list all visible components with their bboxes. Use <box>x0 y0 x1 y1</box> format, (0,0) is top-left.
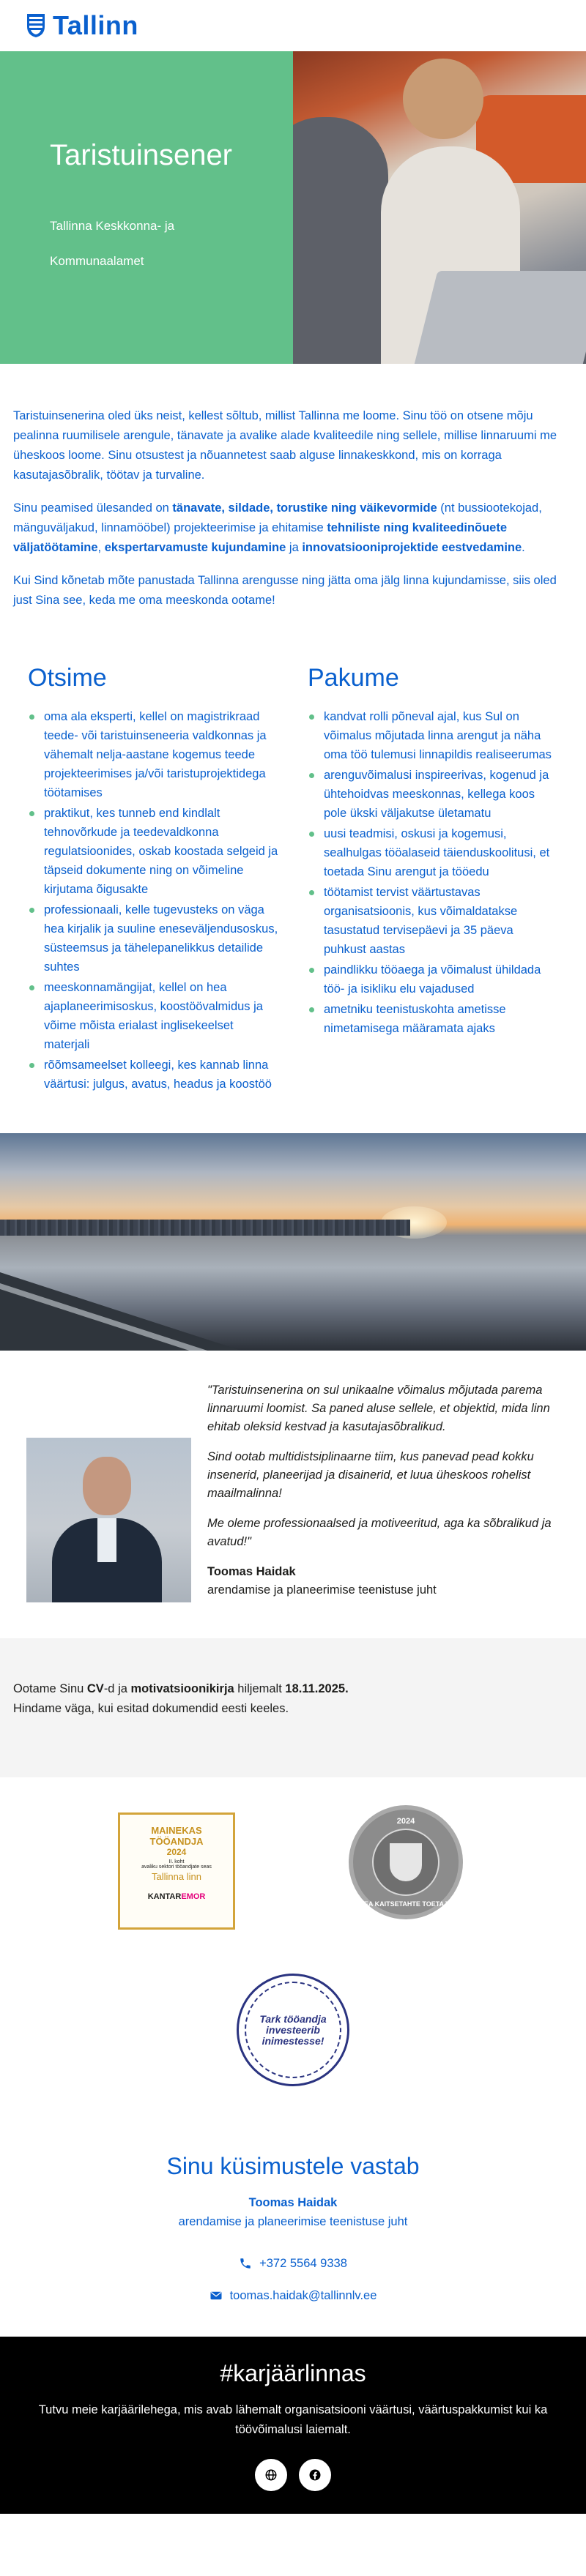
list-item: arenguvõimalusi inspireerivas, kogenud ja ühtehoidvas meeskonnas, kellega koos pole ükski väljakutse ületamatu <box>308 766 558 823</box>
phone-icon <box>239 2257 252 2270</box>
testimonial-text <box>207 1381 573 1625</box>
deadline-letter: motivatsioonikirja <box>130 1682 234 1695</box>
list-item: uusi teadmisi, oskusi ja kogemusi, sealhulgas tööalaseid täienduskoolitusi, et toetada Sinu arengut ja tööedu <box>308 824 558 881</box>
badge-text: HEA KAITSETAHTE TOETAJA <box>359 1900 453 1908</box>
otsime-list <box>28 707 278 1094</box>
intro-text: ja <box>286 541 303 554</box>
contact-email-row <box>0 2280 586 2312</box>
pakume-heading: Pakume <box>308 664 399 692</box>
badge-text: inimestesse! <box>262 2035 324 2047</box>
list-item: oma ala eksperti, kellel on magistrikraad teede- või taristuinseneeria valdkonnas ja vähemalt nelja-aastane kogemus teede projekteerimises ja/või taristuprojektidega töötamises <box>28 707 278 802</box>
intro-paragraph-3: Kui Sind kõnetab mõte panustada Tallinna arengusse ning jätta oma jälg linna kujundamisse, siis oled just Sina see, keda me oma meeskonda ootame! <box>13 574 557 607</box>
list-item: meeskonnamängijat, kellel on hea ajaplaneerimisoskus, koostöövalmidus ja võime mõista erialast inglisekeelset materjali <box>28 978 278 1054</box>
hero <box>0 51 586 364</box>
intro-section <box>0 364 586 611</box>
badge-text: II. koht <box>168 1859 185 1864</box>
page-title: Taristuinsener <box>50 139 233 171</box>
tallinn-logo[interactable] <box>26 10 138 41</box>
badge-label <box>239 2014 347 2047</box>
panorama-skyline <box>0 1220 410 1236</box>
footer-heading: #karjäärlinnas <box>220 2360 366 2386</box>
email-icon <box>209 2289 223 2302</box>
deadline-text: -d ja <box>103 1682 131 1695</box>
list-item: rõõmsameelset kolleegi, kes kannab linna väärtusi: julgus, avatus, headus ja koostöö <box>28 1056 278 1094</box>
globe-icon <box>264 2468 278 2482</box>
list-item: kandvat rolli põneval ajal, kus Sul on võimalus mõjutada linna arengut ja näha oma töö tulemusi linnapildis realiseerumas <box>308 707 558 764</box>
hero-photo <box>293 51 586 364</box>
testimonial-portrait <box>26 1438 191 1602</box>
deadline-text: hiljemalt <box>234 1682 286 1695</box>
list-item: praktikut, kes tunneb end kindlalt tehnovõrkude ja teedevaldkonna regulatsioonides, oskab koostada selgeid ja täpseid dokumente ning on võimeline kirjutama õigusakte <box>28 804 278 899</box>
contact-phone-link[interactable]: +372 5564 9338 <box>259 2256 347 2270</box>
badge-text: TÖÖANDJA <box>149 1836 204 1847</box>
requirements-offer <box>0 624 586 1095</box>
mainekas-tooandja-badge <box>118 1812 235 1930</box>
badge-text: EMOR <box>181 1892 206 1901</box>
badge-text: MAINEKAS <box>151 1825 202 1836</box>
intro-text: (nt bussiootekojad, mänguväljakud, linnamööbel) projekteerimise ja ehitamise <box>13 501 542 534</box>
deadline-text: Ootame Sinu <box>13 1682 87 1695</box>
deadline-line <box>13 1679 573 1699</box>
intro-highlight: tänavate, sildade, torustike ning väikevormide <box>172 501 437 515</box>
contact-name: Toomas Haidak <box>248 2196 338 2209</box>
employer-awards <box>0 1777 586 2047</box>
department-name: Tallinna Keskkonna- ja Kommunaalamet <box>50 219 175 268</box>
badge-text: avaliku sektori tööandjate seas <box>141 1864 212 1870</box>
facebook-button[interactable] <box>299 2459 331 2491</box>
intro-text: Sinu peamised ülesanded on <box>13 501 173 515</box>
logo-text: Tallinn <box>53 10 138 40</box>
quote-paragraph-3: Me oleme professionaalsed ja motiveeritud, aga ka sõbralikud ja avatud!" <box>207 1517 552 1548</box>
intro-text: . <box>522 541 525 554</box>
photo-person-left <box>293 117 388 364</box>
pakume-column <box>293 664 573 1095</box>
footer-text: Tutvu meie karjäärilehega, mis avab lähemalt organisatsiooni väärtusi, väärtuspakkumist kui ka töövõimalusi laiemalt. <box>38 2403 548 2436</box>
facebook-icon <box>308 2468 322 2482</box>
contact-role: arendamise ja planeerimise teenistuse juht <box>178 2215 408 2228</box>
badge-text: KANTAR <box>147 1892 182 1901</box>
list-item: professionaali, kelle tugevusteks on väga hea kirjalik ja suuline eneseväljendusoskus, süsteemsus ja tähelepanelikkus detailide suhtes <box>28 900 278 977</box>
intro-highlight: tehniliste ning kvaliteedinõuete väljatöötamine <box>13 521 508 554</box>
contact-phone-row <box>0 2247 586 2280</box>
list-item: ametniku teenistuskohta ametisse nimetamisega määramata ajaks <box>308 1000 558 1038</box>
photo-laptop <box>412 271 586 364</box>
footer <box>0 2337 586 2514</box>
application-deadline <box>0 1638 586 1777</box>
deadline-cv: CV <box>86 1682 104 1695</box>
photo-person-head <box>403 59 483 139</box>
contact-email-link[interactable]: toomas.haidak@tallinnlv.ee <box>229 2288 377 2302</box>
otsime-column <box>13 664 293 1095</box>
pakume-list <box>308 707 558 1038</box>
deadline-language-note: Hindame väga, kui esitad dokumendid eesti keeles. <box>13 1702 289 1715</box>
crest-icon <box>26 13 45 38</box>
kaitsetahte-toetaja-badge <box>349 1805 463 1919</box>
website-button[interactable] <box>255 2459 287 2491</box>
site-header <box>0 0 586 51</box>
badge-text: Tallinna linn <box>152 1871 201 1882</box>
contact-heading: Sinu küsimustele vastab <box>166 2153 420 2179</box>
list-item: paindlikku tööaega ja võimalust ühildada töö- ja isikliku elu vajadused <box>308 960 558 998</box>
social-links <box>0 2459 586 2491</box>
deadline-date: 18.11.2025. <box>285 1682 349 1695</box>
tark-tooandja-badge <box>237 1974 349 2086</box>
badge-text: investeerib <box>266 2024 320 2036</box>
shield-icon <box>390 1843 422 1881</box>
otsime-heading: Otsime <box>28 664 107 692</box>
quote-author-role: arendamise ja planeerimise teenistuse juht <box>207 1583 437 1597</box>
kantar-emor-logo <box>148 1892 206 1901</box>
portrait-shirt <box>97 1518 116 1562</box>
intro-highlight: ekspertarvamuste kujundamine <box>104 541 286 554</box>
city-panorama-image <box>0 1133 586 1351</box>
quote-paragraph-2: Sind ootab multidistsiplinaarne tiim, kus panevad pead kokku insenerid, planeerijad ja disainerid, et luua üheskoos rohelist maailmalinna! <box>207 1450 534 1500</box>
intro-highlight: innovatsiooniprojektide eestvedamine <box>302 541 522 554</box>
badge-text: 2024 <box>166 1847 187 1857</box>
intro-paragraph-2 <box>13 499 573 558</box>
quote-paragraph-1: "Taristuinsenerina on sul unikaalne võimalus mõjutada parema linnaruumi loomist. Sa paned aluse sellele, et objektid, mida linn ehitab oleksid kestvad ja kasutajasõbralikud. <box>207 1384 550 1433</box>
testimonial <box>0 1351 586 1625</box>
quote-author: Toomas Haidak <box>207 1565 296 1578</box>
portrait-head <box>83 1457 131 1515</box>
list-item: töötamist tervist väärtustavas organisatsioonis, kus võimaldatakse tasustatud tervisepäevi ja 35 päeva puhkust aastas <box>308 883 558 959</box>
badge-text: 2024 <box>396 1817 415 1826</box>
hero-panel <box>0 51 293 364</box>
badge-text: Tark tööandja <box>259 2013 327 2025</box>
intro-paragraph-1: Taristuinsenerina oled üks neist, kellest sõltub, millist Tallinna me loome. Sinu töö on otsene mõju pealinna ruumilisele arengule, tänavate ja avalike alade kvaliteedile ning sellele, millise linnaruumi me üheskoos loome. Sinu otsustest ja nõuannetest saab alguse linnakeskkond, mis on korraga kasutajasõbralik, töötav ja turvaline. <box>13 409 557 482</box>
intro-text: , <box>97 541 105 554</box>
